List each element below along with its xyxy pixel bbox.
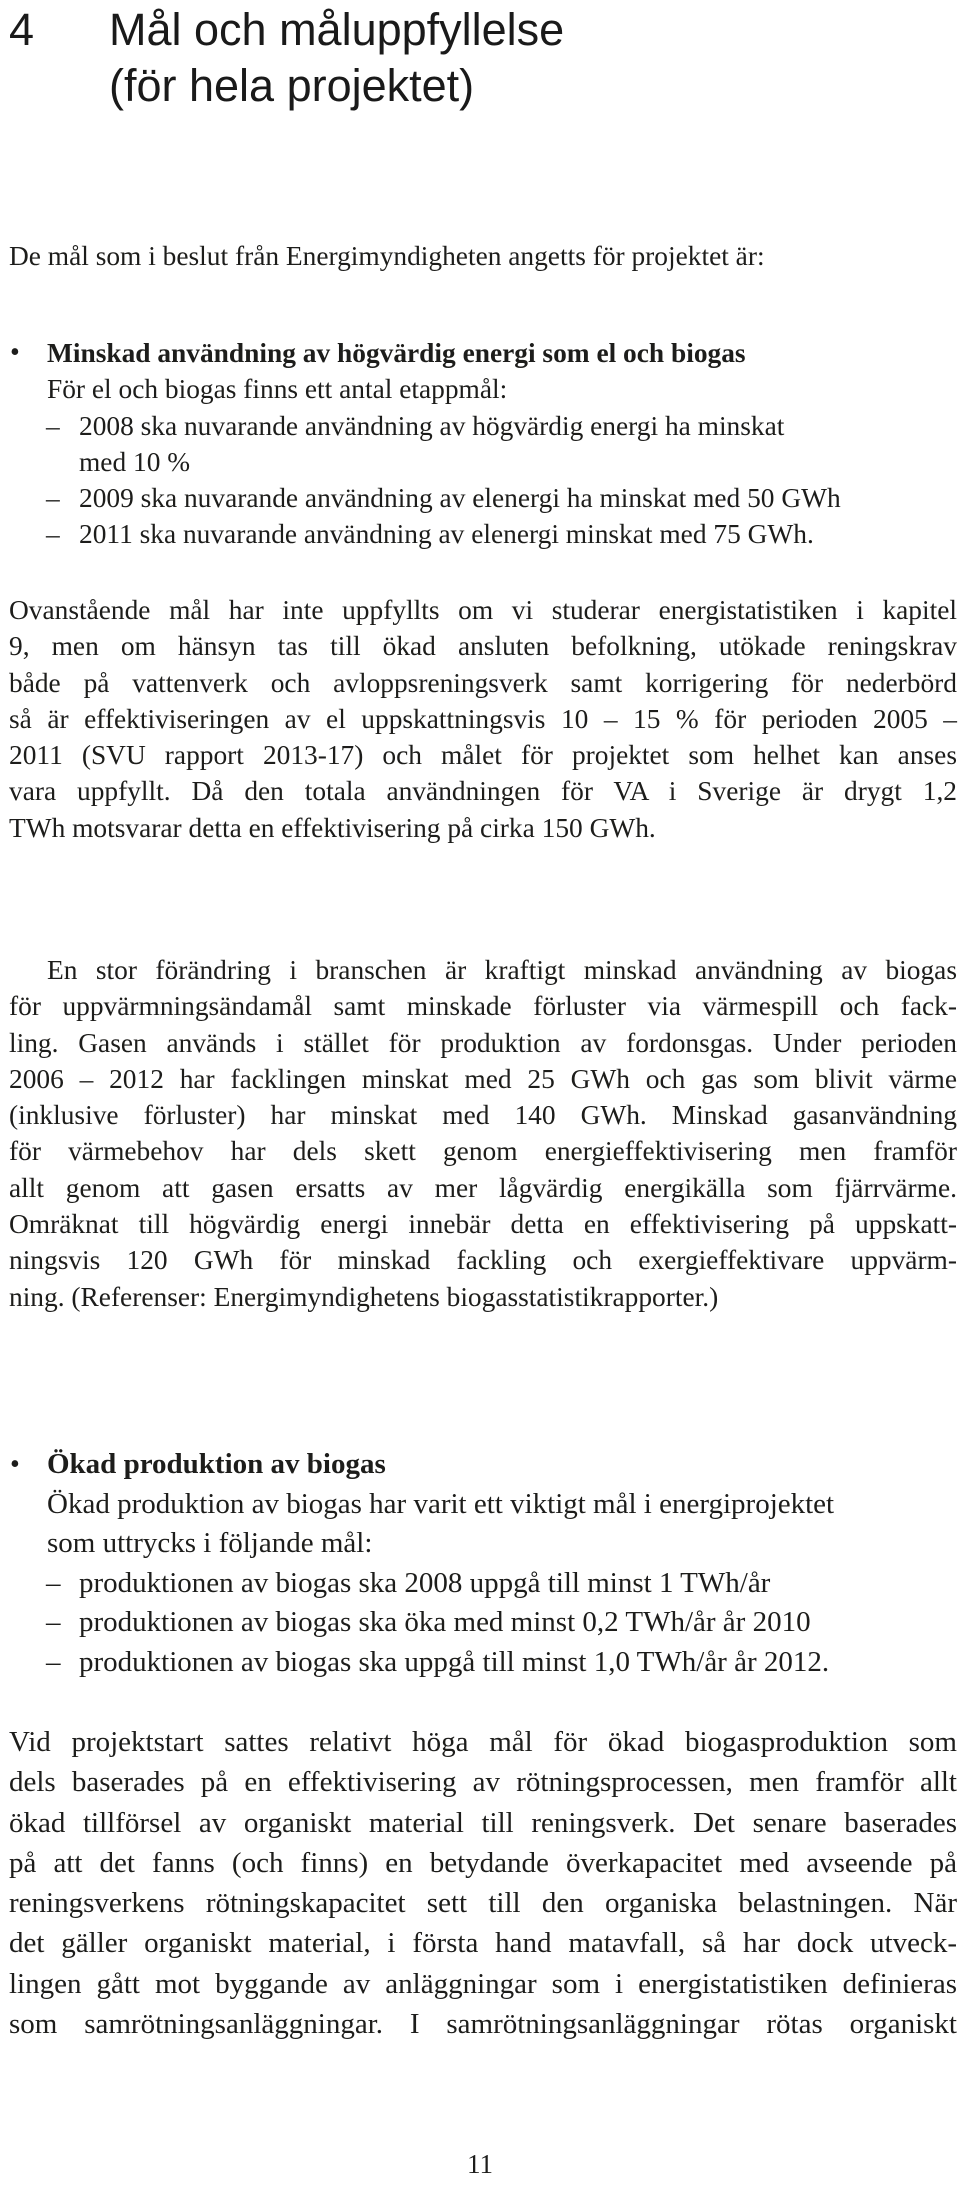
dash-item-line: med 10 % xyxy=(79,446,191,477)
paragraph-line: En stor förändring i branschen är kraftigt minskad användning av biogas xyxy=(47,955,957,985)
section-lead-line: som uttrycks i följande mål: xyxy=(47,1527,373,1560)
dash-icon: – xyxy=(46,1606,61,1639)
paragraph-line: för värmebehov har dels skett genom energieffektivisering men framför xyxy=(9,1136,957,1167)
intro-text: De mål som i beslut från Energimyndigheten angetts för projektet är: xyxy=(9,241,765,271)
page-number: 11 xyxy=(467,2149,493,2179)
dash-icon: – xyxy=(46,519,60,550)
paragraph-line: 2006 – 2012 har facklingen minskat med 25 GWh och gas som blivit värme xyxy=(9,1063,957,1094)
paragraph-line: (inklusive förluster) har minskat med 140 GWh. Minskad gasanvändning xyxy=(9,1100,957,1131)
paragraph-line: dels baserades på en effektivisering av rötningsprocessen, men framför allt xyxy=(9,1766,957,1799)
dash-item xyxy=(9,1643,957,1683)
paragraph-line: ning. (Referenser: Energimyndighetens biogasstatistikrapporter.) xyxy=(9,1281,719,1312)
dash-icon: – xyxy=(46,483,60,514)
dash-item xyxy=(9,516,957,552)
section-title: Ökad produktion av biogas xyxy=(47,1448,386,1480)
paragraph-goal-assessment xyxy=(9,592,957,846)
paragraph-project-start xyxy=(9,1722,957,2044)
paragraph-line: Vid projektstart sattes relativt höga mål för ökad biogasproduktion som xyxy=(9,1726,957,1758)
dash-item-line: 2009 ska nuvarande användning av elenergi ha minskat med 50 GWh xyxy=(79,483,841,514)
chapter-heading xyxy=(9,2,564,114)
dash-item-line: 2008 ska nuvarande användning av högvärdig energi ha minskat xyxy=(79,410,785,441)
chapter-title-line: Mål och måluppfyllelse xyxy=(109,4,565,55)
section-lead: För el och biogas finns ett antal etappmål: xyxy=(47,374,508,405)
paragraph-line: lingen gått mot byggande av anläggningar som i energistatistiken definieras xyxy=(9,1967,957,2000)
paragraph-line: ling. Gasen används i stället för produktion av fordonsgas. Under perioden xyxy=(9,1027,957,1058)
bullet-icon: • xyxy=(10,337,20,368)
paragraph-line: så är effektiviseringen av el uppskattningsvis 10 – 15 % för perioden 2005 – xyxy=(9,703,957,734)
paragraph-line: 2011 (SVU rapport 2013-17) och målet för projektet som helhet kan anses xyxy=(9,740,957,771)
dash-item xyxy=(9,1603,957,1643)
paragraph-line: både på vattenverk och avloppsreningsverk samt korrigering för nederbörd xyxy=(9,667,957,698)
paragraph-line: Omräknat till högvärdig energi innebär detta en effektivisering på uppskatt- xyxy=(9,1209,957,1240)
dash-item-line: produktionen av biogas ska 2008 uppgå till minst 1 TWh/år xyxy=(79,1566,771,1599)
paragraph-line: ökad tillförsel av organiskt material till reningsverk. Det senare baserades xyxy=(9,1806,957,1839)
dash-icon: – xyxy=(46,410,60,441)
dash-icon: – xyxy=(46,1566,61,1599)
dash-item xyxy=(9,480,957,516)
chapter-title-line: (för hela projektet) xyxy=(109,60,475,111)
paragraph-biogas-change xyxy=(9,952,957,1315)
paragraph-line: för uppvärmningsändamål samt minskade förluster via värmespill och fack- xyxy=(9,991,957,1022)
section-lead-line: Ökad produktion av biogas har varit ett viktigt mål i energiprojektet xyxy=(47,1487,835,1520)
chapter-number: 4 xyxy=(9,4,35,55)
paragraph-line: som samrötningsanläggningar. I samrötningsanläggningar rötas organiskt xyxy=(9,2008,957,2041)
dash-item-line: 2011 ska nuvarande användning av elenergi minskat med 75 GWh. xyxy=(79,519,814,550)
section-title: Minskad användning av högvärdig energi som el och biogas xyxy=(47,338,746,368)
goal-section-biogas xyxy=(9,1445,957,1683)
bullet-icon: • xyxy=(10,1449,20,1480)
paragraph-line: TWh motsvarar detta en effektivisering på cirka 150 GWh. xyxy=(9,812,656,843)
bullet-item xyxy=(9,1445,957,1564)
chapter-title xyxy=(109,2,564,114)
paragraph-line: det gäller organiskt material, i första hand matavfall, så har dock utveck- xyxy=(9,1927,957,1960)
bullet-item xyxy=(9,335,957,408)
goal-section-energy xyxy=(9,335,957,553)
paragraph-line: allt genom att gasen ersatts av mer lågvärdig energikälla som fjärrvärme. xyxy=(9,1172,957,1203)
dash-item-line: produktionen av biogas ska öka med minst 0,2 TWh/år år 2010 xyxy=(79,1606,811,1639)
paragraph-line: vara uppfyllt. Då den totala användningen för VA i Sverige är drygt 1,2 xyxy=(9,776,957,807)
dash-item xyxy=(9,1564,957,1604)
paragraph-line: reningsverkens rötningskapacitet sett till den organiska belastningen. När xyxy=(9,1887,957,1920)
dash-icon: – xyxy=(46,1645,61,1678)
paragraph-line: Ovanstående mål har inte uppfyllts om vi studerar energistatistiken i kapitel xyxy=(9,595,957,625)
dash-item-line: produktionen av biogas ska uppgå till minst 1,0 TWh/år år 2012. xyxy=(79,1645,830,1678)
paragraph-line: på att det fanns (och finns) en betydande överkapacitet med avseende på xyxy=(9,1846,957,1879)
paragraph-line: ningsvis 120 GWh för minskad fackling och exergieffektivare uppvärm- xyxy=(9,1245,957,1276)
paragraph-line: 9, men om hänsyn tas till ökad ansluten befolkning, utökade reningskrav xyxy=(9,631,957,662)
dash-item xyxy=(9,408,957,481)
